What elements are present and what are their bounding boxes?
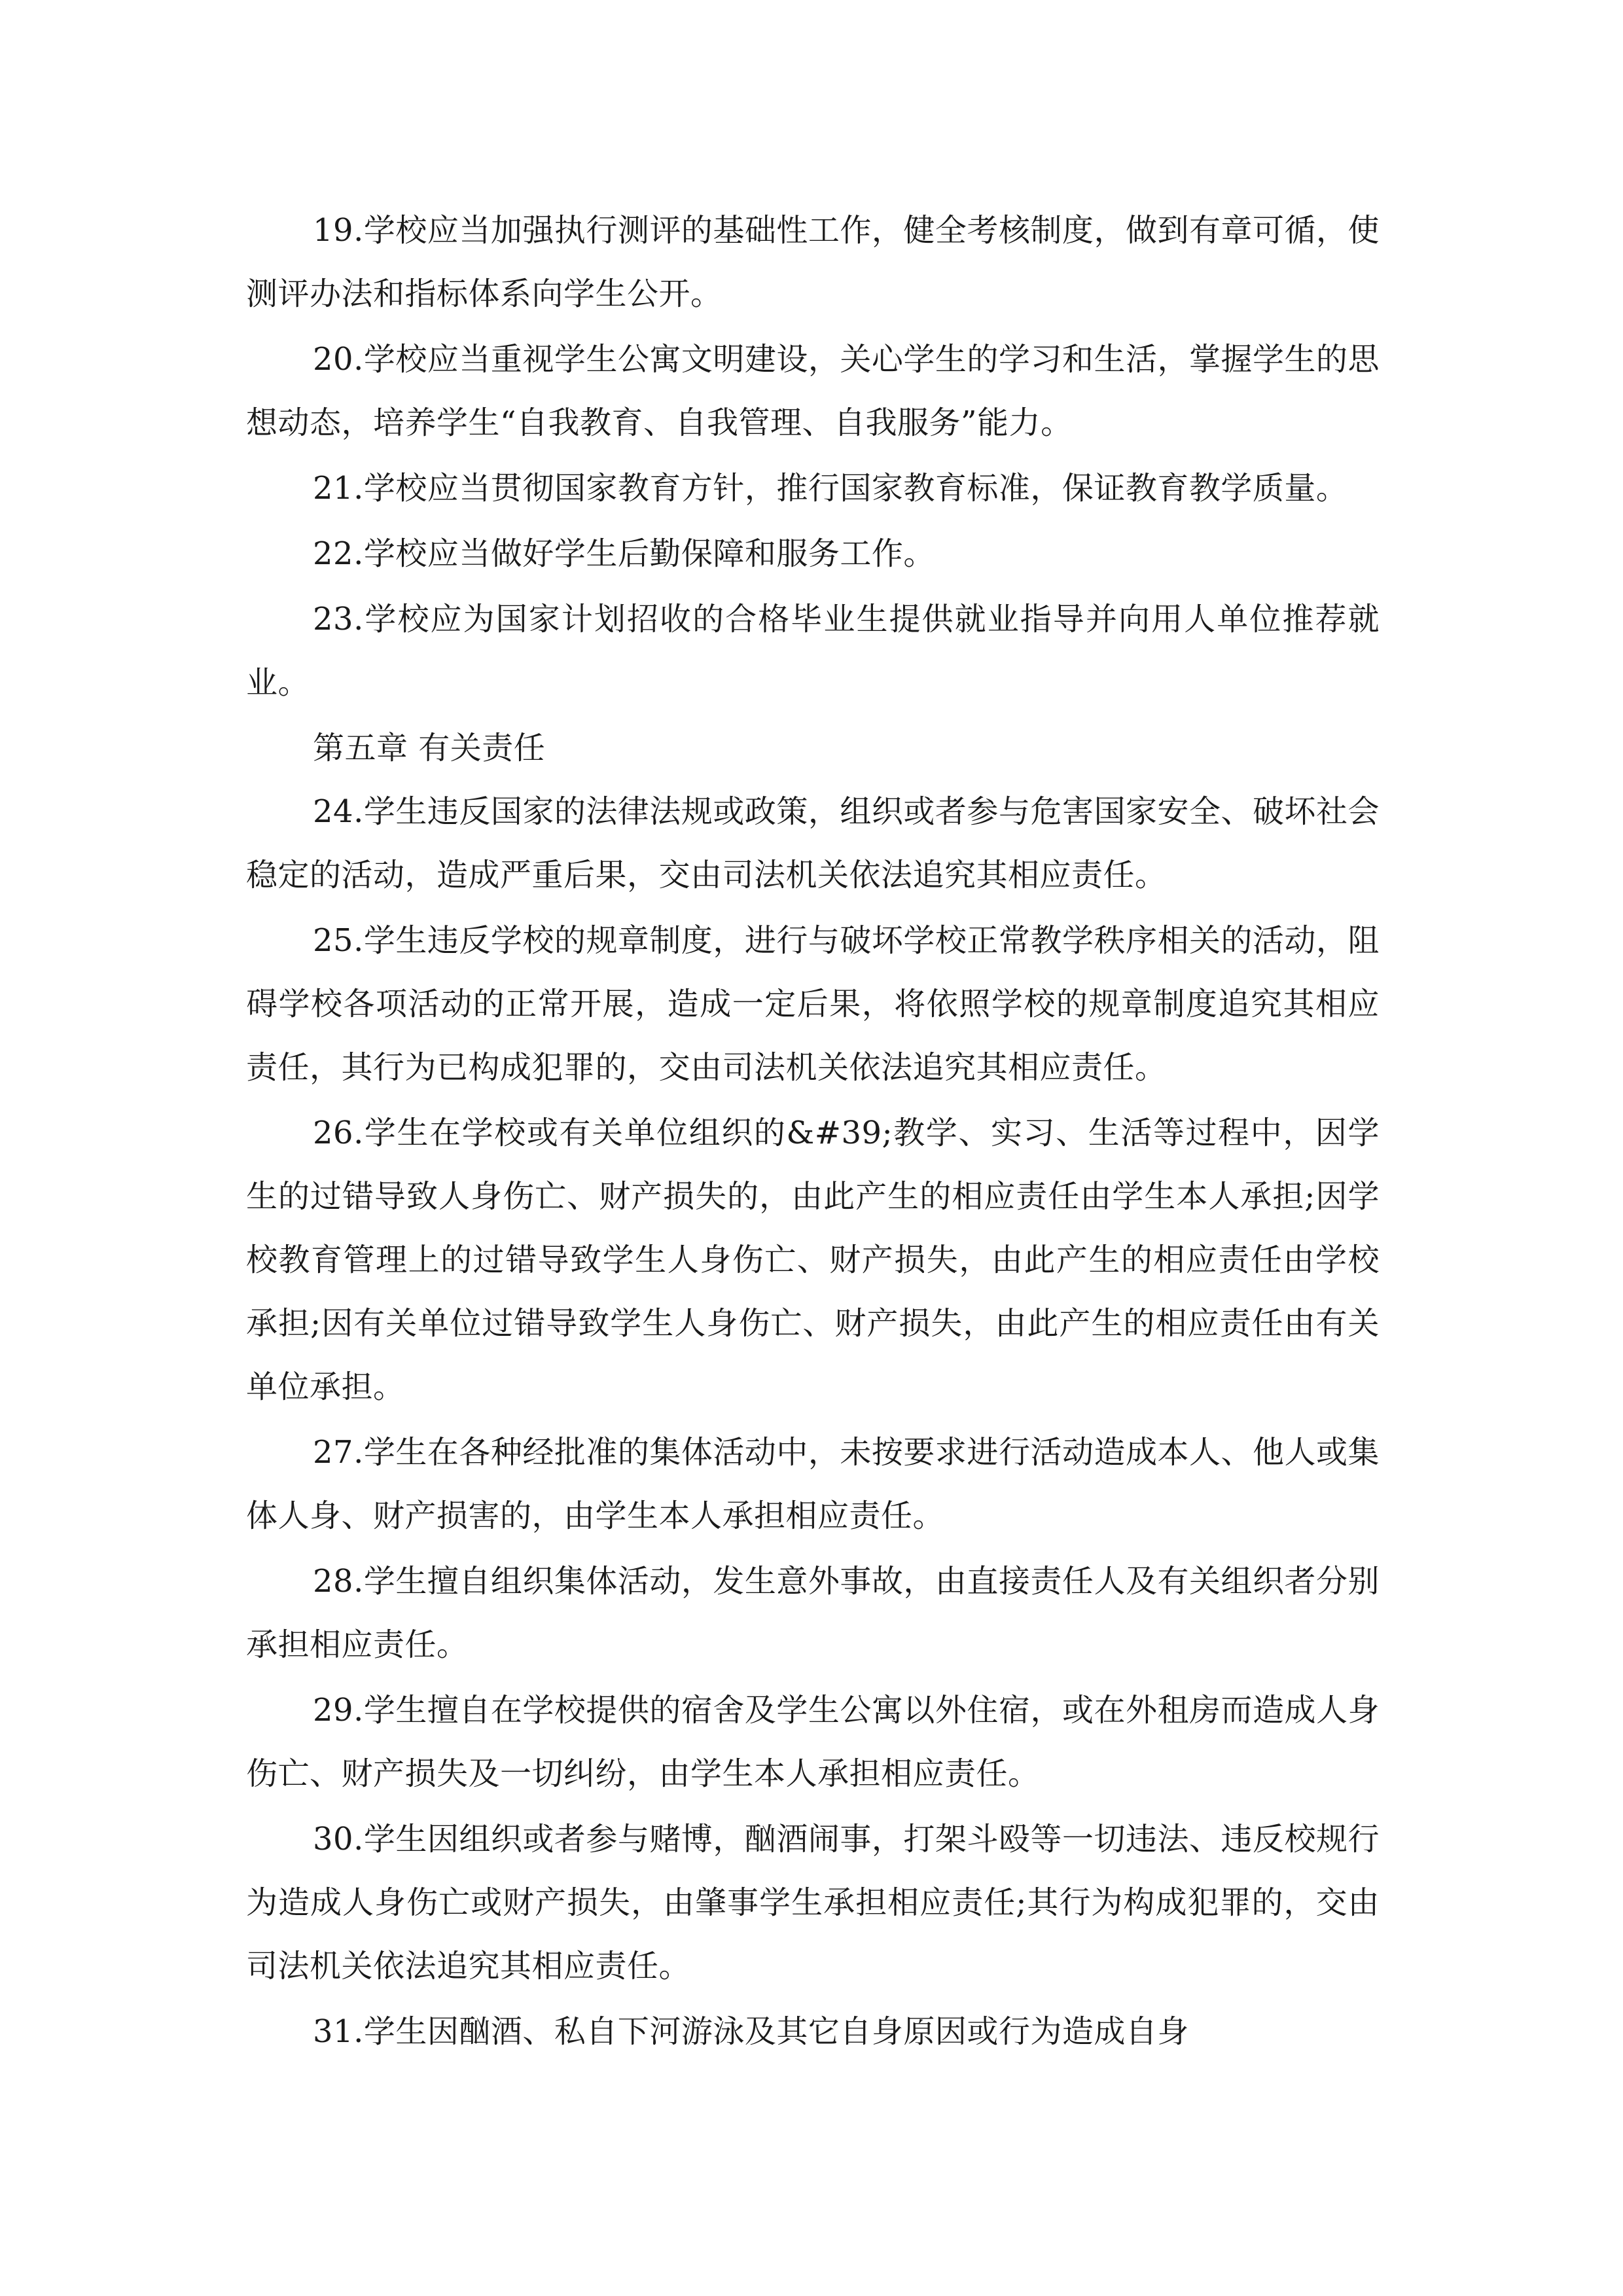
paragraph-22: 22.学校应当做好学生后勤保障和服务工作。	[313, 535, 935, 572]
document-body	[246, 199, 1380, 2066]
paragraph-20: 20.学校应当重视学生公寓文明建设，关心学生的学习和生活，掌握学生的思想动态，培养学生“自我教育、自我管理、自我服务”能力。	[246, 341, 1380, 441]
chapter-heading: 第五章 有关责任	[313, 730, 546, 766]
paragraph-30: 30.学生因组织或者参与赌博，酗酒闹事，打架斗殴等一切违法、违反校规行为造成人身伤亡或财产损失，由肇事学生承担相应责任;其行为构成犯罪的，交由司法机关依法追究其相应责任。	[246, 1821, 1380, 1984]
paragraph-25: 25.学生违反学校的规章制度，进行与破坏学校正常教学秩序相关的活动，阻碍学校各项活动的正常开展，造成一定后果，将依照学校的规章制度追究其相应责任，其行为已构成犯罪的，交由司法机关依法追究其相应责任。	[246, 922, 1380, 1086]
paragraph-29: 29.学生擅自在学校提供的宿舍及学生公寓以外住宿，或在外租房而造成人身伤亡、财产损失及一切纠纷，由学生本人承担相应责任。	[246, 1692, 1380, 1792]
paragraph-28: 28.学生擅自组织集体活动，发生意外事故，由直接责任人及有关组织者分别承担相应责任。	[246, 1563, 1380, 1663]
paragraph-21: 21.学校应当贯彻国家教育方针，推行国家教育标准，保证教育教学质量。	[313, 470, 1348, 507]
paragraph-26: 26.学生在学校或有关单位组织的&#39;教学、实习、生活等过程中，因学生的过错导致人身伤亡、财产损失的，由此产生的相应责任由学生本人承担;因学校教育管理上的过错导致学生人身伤亡、财产损失，由此产生的相应责任由学校承担;因有关单位过错导致学生人身伤亡、财产损失，由此产生的相应责任由有关单位承担。	[246, 1115, 1380, 1405]
paragraph-27: 27.学生在各种经批准的集体活动中，未按要求进行活动造成本人、他人或集体人身、财产损害的，由学生本人承担相应责任。	[246, 1434, 1380, 1534]
paragraph-19: 19.学校应当加强执行测评的基础性工作，健全考核制度，做到有章可循，使测评办法和指标体系向学生公开。	[246, 212, 1380, 312]
paragraph-31: 31.学生因酗酒、私自下河游泳及其它自身原因或行为造成自身	[313, 2013, 1189, 2050]
paragraph-24: 24.学生违反国家的法律法规或政策，组织或者参与危害国家安全、破坏社会稳定的活动，造成严重后果，交由司法机关依法追究其相应责任。	[246, 793, 1380, 893]
paragraph-23: 23.学校应为国家计划招收的合格毕业生提供就业指导并向用人单位推荐就业。	[246, 601, 1380, 701]
